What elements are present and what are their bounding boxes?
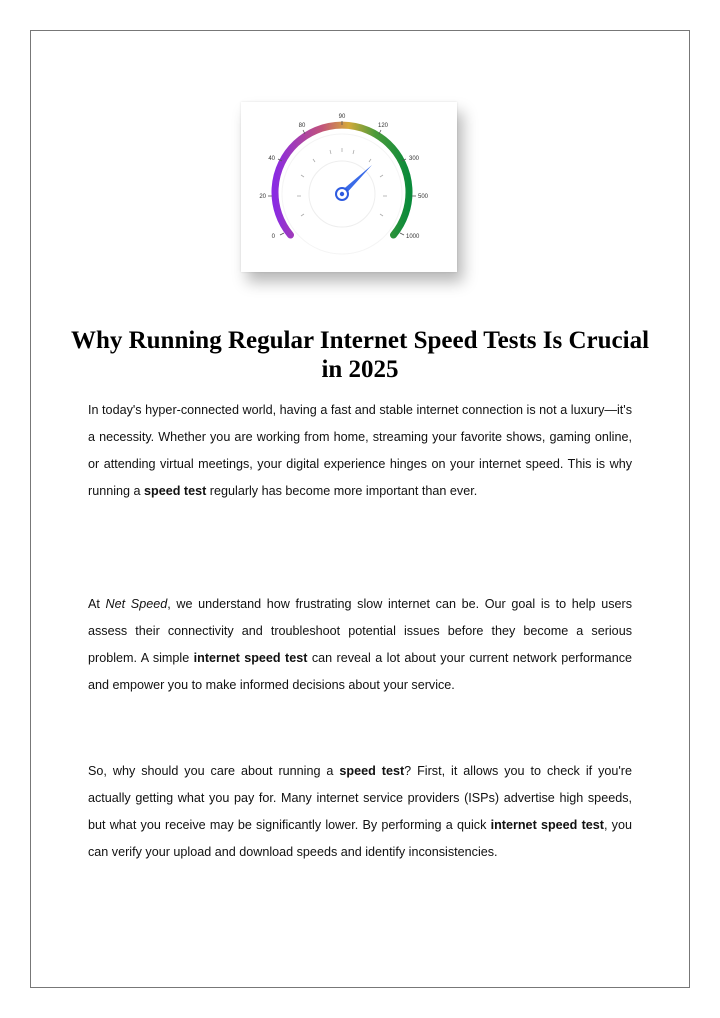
needle-hub-center (340, 192, 344, 196)
keyword-speed-test: speed test (339, 764, 405, 778)
paragraph-text: regularly has become more important than ever. (206, 484, 478, 498)
paragraph-text: So, why should you care about running a (88, 764, 340, 778)
gauge-arc (275, 125, 409, 235)
paragraph-text: , you can verify your upload and download speeds and identify inconsistencies. (88, 818, 632, 859)
brand-name: Net Speed (105, 597, 168, 611)
keyword-internet-speed-test: internet speed test (490, 818, 604, 832)
speedometer-gauge-graphic (241, 102, 457, 272)
scale-label: 0 (271, 234, 275, 240)
scale-label: 120 (377, 123, 389, 129)
scale-label: 20 (259, 194, 266, 200)
paragraph-text: In today's hyper-connected world, having a fast and stable internet connection is not a luxury—it's a necessity. Whether you are working from home, streaming your favorite shows, gaming online, or attending virtual meetings, your digital experience hinges on your internet speed. This is why running a (88, 403, 632, 498)
scale-label: 90 (338, 114, 346, 120)
paragraph-intro (88, 397, 632, 505)
paragraph-text: At (88, 597, 106, 611)
paragraph-net-speed (88, 591, 632, 699)
scale-label: 40 (268, 156, 275, 162)
gauge-ticks (297, 148, 387, 216)
scale-label: 300 (409, 156, 420, 162)
article-title: Why Running Regular Internet Speed Tests Is Crucial in 2025 (70, 327, 650, 383)
keyword-speed-test: speed test (144, 484, 207, 498)
paragraph-text: ? First, it allows you to check if you're actually getting what you pay for. Many internet service providers (ISPs) advertise high speeds, but what you receive may be significantly lower. By performing a quick (88, 764, 632, 832)
scale-label: 500 (418, 194, 429, 200)
speedometer-image (241, 102, 457, 272)
paragraph-why-care (88, 758, 632, 866)
keyword-internet-speed-test: internet speed test (193, 651, 308, 665)
paragraph-text: , we understand how frustrating slow internet can be. Our goal is to help users assess their connectivity and troubleshoot potential issues before they become a serious problem. A simple (88, 597, 633, 665)
scale-label: 80 (298, 123, 306, 129)
scale-label: 1000 (406, 234, 420, 240)
paragraph-text: can reveal a lot about your current network performance and empower you to make informed decisions about your service. (88, 651, 632, 692)
